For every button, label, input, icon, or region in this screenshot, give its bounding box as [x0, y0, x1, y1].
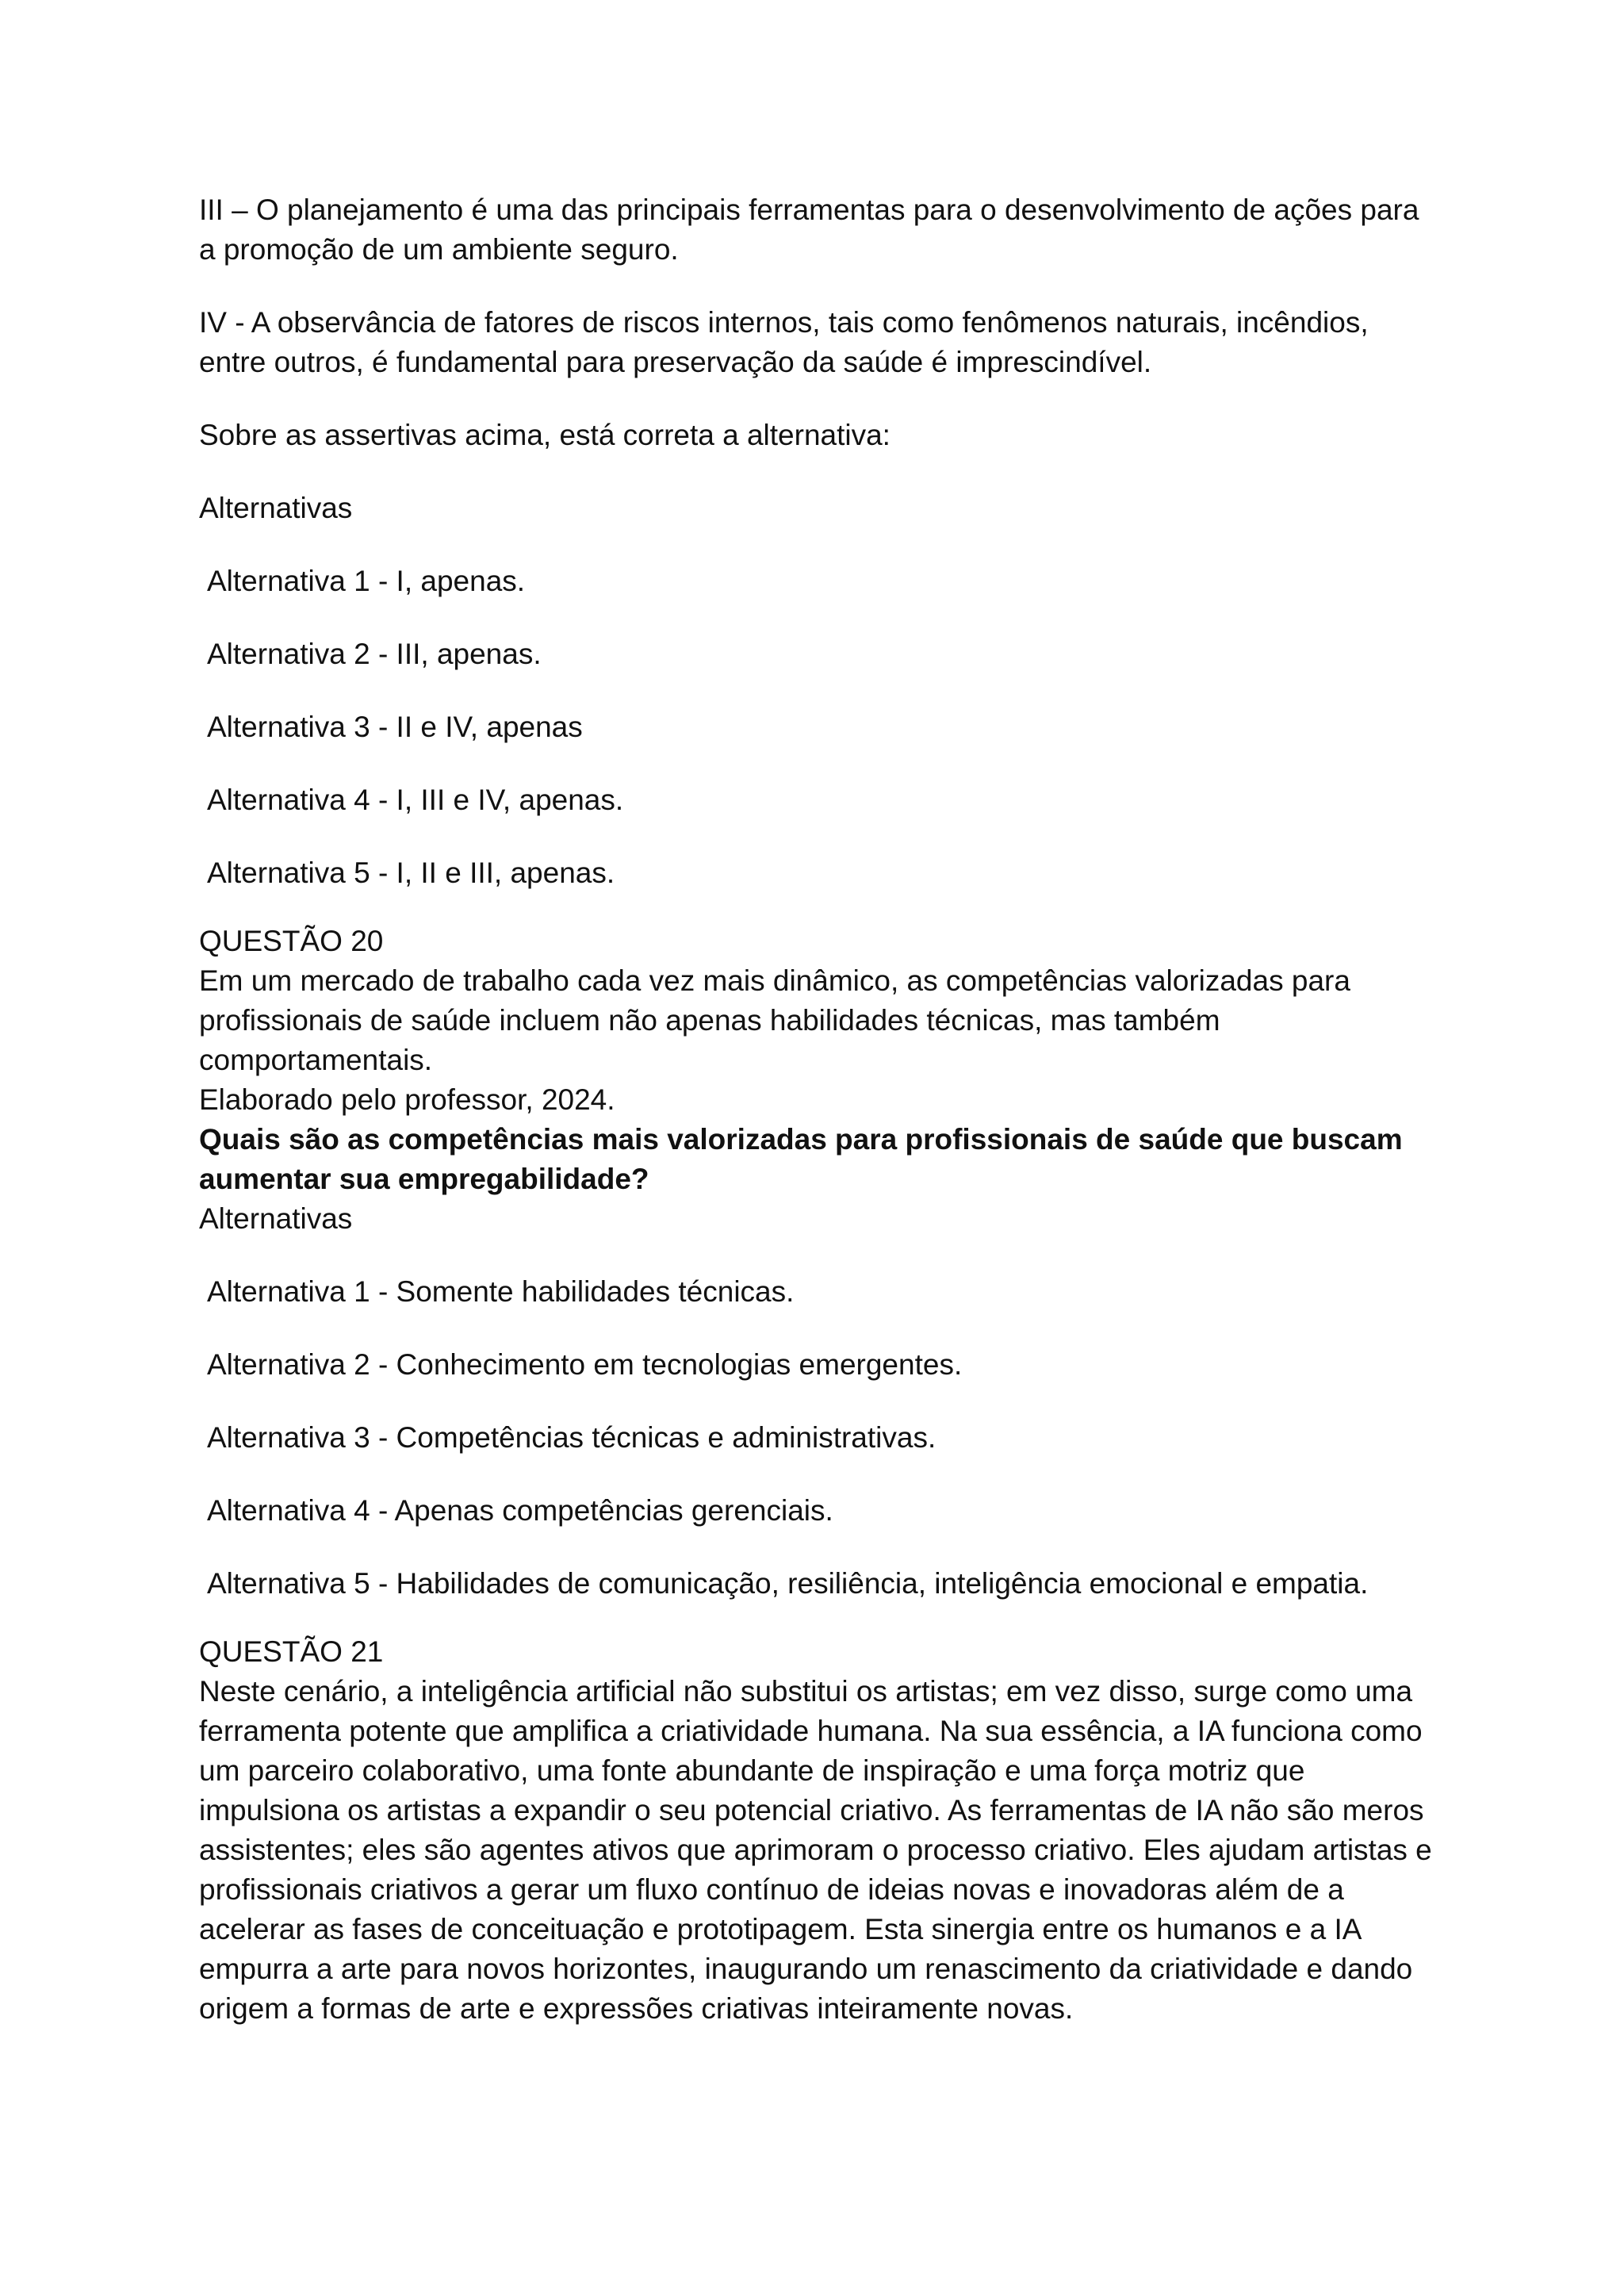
question-20-text: Quais são as competências mais valorizadas para profissionais de saúde que buscam aumentar sua empregabilidade?: [199, 1123, 1403, 1195]
alternative-item: Alternativa 5 - I, II e III, apenas.: [207, 857, 615, 889]
document-page: [199, 190, 1436, 2029]
alternative-item: Alternativa 4 - I, III e IV, apenas.: [207, 784, 624, 816]
alternative-item: Alternativa 1 - Somente habilidades técnicas.: [207, 1275, 795, 1308]
question-20-context: Em um mercado de trabalho cada vez mais dinâmico, as competências valorizadas para profissionais de saúde incluem não apenas habilidades técnicas, mas também comportamentais.: [199, 964, 1350, 1076]
alternative-item: Alternativa 3 - II e IV, apenas: [207, 711, 583, 743]
assertive-iii: III – O planejamento é uma das principais ferramentas para o desenvolvimento de ações para a promoção de um ambiente seguro.: [199, 194, 1419, 266]
alternatives-list: [199, 1272, 1436, 1604]
alternative-item: Alternativa 5 - Habilidades de comunicação, resiliência, inteligência emocional e empatia.: [207, 1567, 1369, 1600]
assertive-iv: IV - A observância de fatores de riscos internos, tais como fenômenos naturais, incêndios, entre outros, é fundamental para preservação da saúde é imprescindível.: [199, 306, 1369, 378]
alternatives-list: [199, 562, 1436, 893]
question-21-context: Neste cenário, a inteligência artificial não substitui os artistas; em vez disso, surge como uma ferramenta potente que amplifica a criatividade humana. Na sua essência, a IA funciona como um parceiro colaborativo, uma fonte abundante de inspiração e uma força motriz que impulsiona os artistas a expandir o seu potencial criativo. As ferramentas de IA não são meros assistentes; eles são agentes ativos que aprimoram o processo criativo. Eles ajudam artistas e profissionais criativos a gerar um fluxo contínuo de ideias novas e inovadoras além de a acelerar as fases de conceituação e prototipagem. Esta sinergia entre os humanos e a IA empurra a arte para novos horizontes, inaugurando um renascimento da criatividade e dando origem a formas de arte e expressões criativas inteiramente novas.: [199, 1675, 1432, 2025]
alternatives-label: Alternativas: [199, 1202, 353, 1235]
alternative-item: Alternativa 4 - Apenas competências gerenciais.: [207, 1494, 833, 1527]
question-prompt: Sobre as assertivas acima, está correta a alternativa:: [199, 419, 891, 451]
alternative-item: Alternativa 2 - III, apenas.: [207, 638, 542, 670]
alternative-item: Alternativa 2 - Conhecimento em tecnologias emergentes.: [207, 1348, 963, 1381]
question-20-source: Elaborado pelo professor, 2024.: [199, 1083, 615, 1116]
alternative-item: Alternativa 3 - Competências técnicas e administrativas.: [207, 1421, 936, 1454]
question-20-heading: QUESTÃO 20: [199, 925, 384, 957]
alternatives-label: Alternativas: [199, 492, 353, 524]
question-21-heading: QUESTÃO 21: [199, 1635, 384, 1668]
alternative-item: Alternativa 1 - I, apenas.: [207, 565, 526, 597]
